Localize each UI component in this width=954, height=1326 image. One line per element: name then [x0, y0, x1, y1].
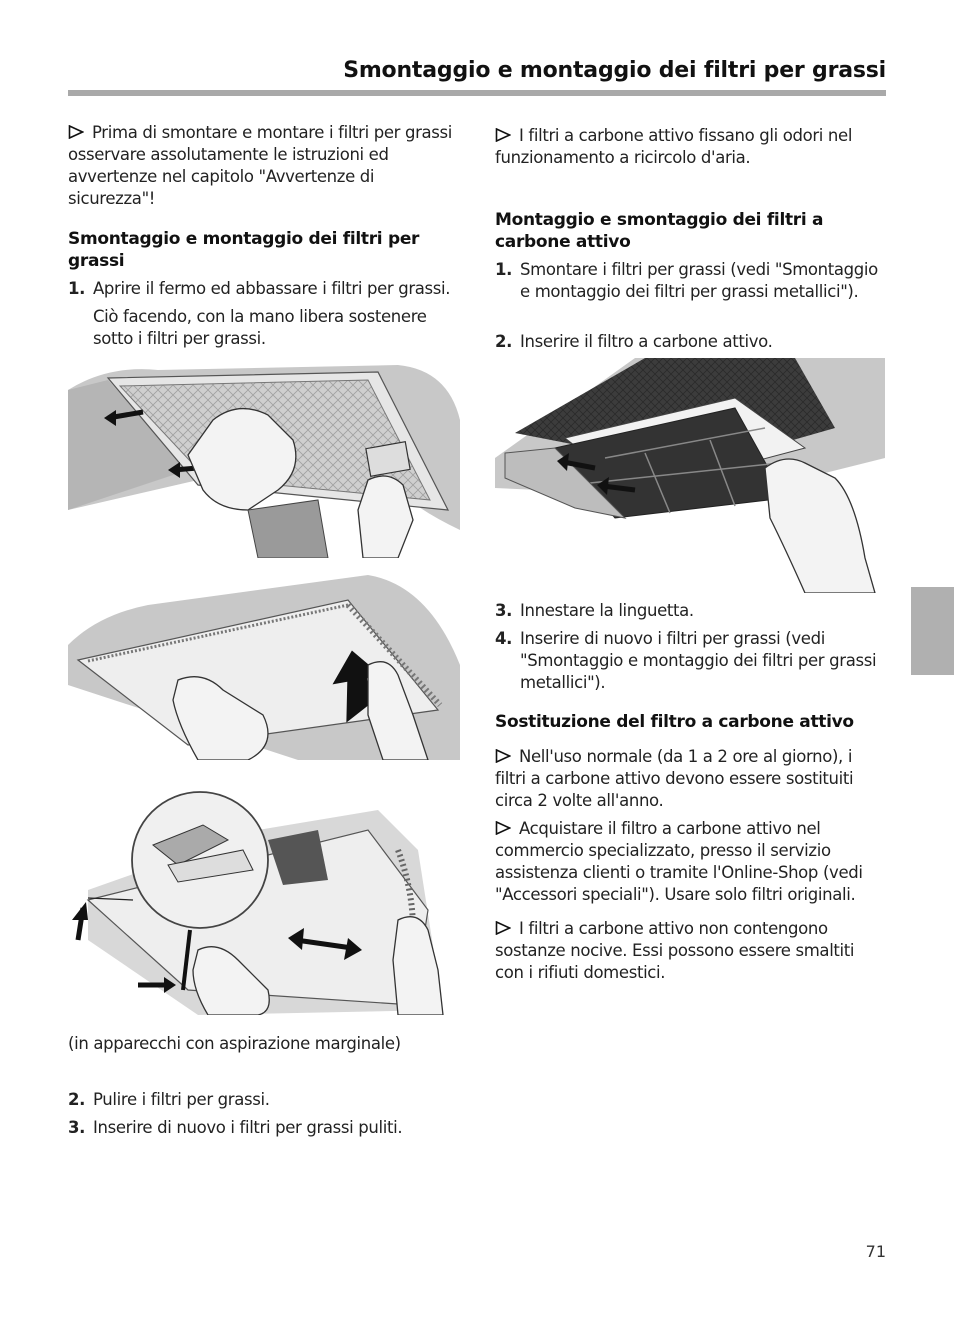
chapter-side-tab — [911, 587, 954, 675]
step-number: 4. — [495, 629, 513, 648]
page-number: 71 — [865, 1242, 886, 1261]
illustration-caption: (in apparecchi con aspirazione marginale) — [68, 1034, 401, 1053]
step-text: Pulire i filtri per grassi. — [93, 1090, 270, 1109]
note-triangle-icon — [495, 821, 511, 835]
step-text: Inserire di nuovo i filtri per grassi puliti. — [93, 1118, 403, 1137]
step-text: Aprire il fermo ed abbassare i filtri per grassi. — [93, 279, 451, 298]
title-rule — [68, 90, 886, 96]
illustration-edge-suction-detail — [68, 790, 460, 1015]
step-number: 3. — [68, 1118, 86, 1137]
purchase-note — [495, 818, 885, 906]
step-text: Smontare i filtri per grassi (vedi "Smontaggio e montaggio dei filtri per grassi metallici"). — [520, 260, 878, 301]
step-text: Inserire di nuovo i filtri per grassi (vedi "Smontaggio e montaggio dei filtri per grassi metallici"). — [520, 629, 877, 692]
step-item — [68, 1089, 460, 1111]
note-triangle-icon — [495, 921, 511, 935]
purchase-note-text: Acquistare il filtro a carbone attivo nel commercio specializzato, presso il servizio assistenza clienti o tramite l'Online-Shop (vedi "Accessori speciali"). Usare solo filtri originali. — [495, 819, 863, 904]
disposal-note — [495, 918, 885, 984]
step-number: 1. — [68, 279, 86, 298]
step-number: 3. — [495, 601, 513, 620]
section-heading-grease-filters: Smontaggio e montaggio dei filtri per grassi — [68, 229, 420, 271]
note-triangle-icon — [495, 128, 511, 142]
step-number: 1. — [495, 260, 513, 279]
step-item — [495, 259, 885, 303]
step-text: Innestare la linguetta. — [520, 601, 694, 620]
safety-note-text: Prima di smontare e montare i filtri per grassi osservare assolutamente le istruzioni ed avvertenze nel capitolo "Avvertenze di sicurezza"! — [68, 123, 453, 208]
safety-note — [68, 122, 460, 210]
page-title: Smontaggio e montaggio dei filtri per grassi — [343, 58, 886, 83]
step-text: Inserire il filtro a carbone attivo. — [520, 332, 773, 351]
info-note — [495, 125, 885, 169]
disposal-note-text: I filtri a carbone attivo non contengono sostanze nocive. Essi possono essere smaltiti con i rifiuti domestici. — [495, 919, 855, 982]
section-heading-carbon-filter: Montaggio e smontaggio dei filtri a carbone attivo — [495, 210, 824, 252]
replacement-note-text: Nell'uso normale (da 1 a 2 ore al giorno), i filtri a carbone attivo devono essere sostituiti circa 2 volte all'anno. — [495, 747, 854, 810]
illustration-insert-carbon-filter — [495, 358, 885, 593]
section-heading-replace-carbon: Sostituzione del filtro a carbone attivo — [495, 712, 854, 732]
step-subtext: Ciò facendo, con la mano libera sostenere sotto i filtri per grassi. — [93, 307, 427, 348]
step-number: 2. — [68, 1090, 86, 1109]
step-number: 2. — [495, 332, 513, 351]
illustration-open-latch — [68, 360, 460, 558]
step-item — [495, 628, 885, 694]
step-item — [68, 278, 460, 300]
step-item — [495, 600, 885, 622]
note-triangle-icon — [495, 749, 511, 763]
illustration-lower-filter — [68, 575, 460, 760]
step-item — [495, 331, 885, 353]
step-item — [68, 1117, 460, 1139]
replacement-note — [495, 746, 885, 812]
info-note-text: I filtri a carbone attivo fissano gli odori nel funzionamento a ricircolo d'aria. — [495, 126, 853, 167]
note-triangle-icon — [68, 125, 84, 139]
